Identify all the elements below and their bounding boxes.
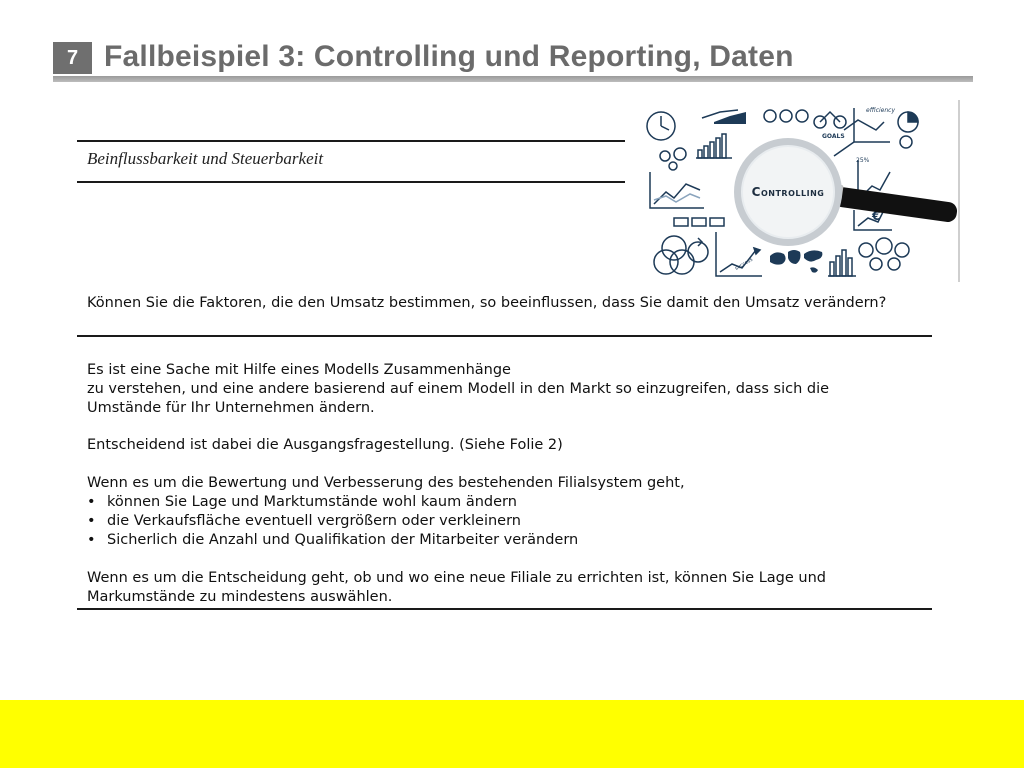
bottom-bars-icon [828,250,856,276]
paragraph-3-intro: Wenn es um die Bewertung und Verbesserung des bestehenden Filialsystem geht, [87,475,685,491]
world-map-icon [770,250,822,273]
pie-chart-icon [898,112,918,148]
title-underline [53,76,973,82]
paragraph-1-line-1: Es ist eine Sache mit Hilfe eines Modells Zusammenhänge [87,362,511,378]
question-rule [77,335,932,337]
euro-symbol: € [872,209,881,223]
percent-label: 25% [856,157,870,164]
paragraph-2: Entscheidend ist dabei die Ausgangsfragestellung. (Siehe Folie 2) [87,437,563,453]
controlling-lens-text: Controlling [751,185,825,199]
bullet-item: • Sicherlich die Anzahl und Qualifikation der Mitarbeiter verändern [87,531,907,550]
controlling-illustration [644,100,958,282]
bullet-list [87,493,907,550]
bar-chart-icon [696,134,732,158]
subheading-bottom-rule [77,181,625,183]
paragraph-4: Wenn es um die Entscheidung geht, ob und wo eine neue Filiale zu errichten ist, können Sie Lage und Markumstände zu mindestens auswählen. [87,570,826,605]
gears-cluster-icon [859,238,909,270]
axes-icon [834,108,890,156]
staircase-icon [702,110,746,124]
efficiency-label: efficiency [866,107,895,114]
bullet-item: • können Sie Lage und Marktumstände wohl kaum ändern [87,493,907,512]
subheading: Beinflussbarkeit und Steuerbarkeit [87,149,324,168]
smiley-icons [764,110,808,122]
answer-block [87,361,907,607]
line-graph-icon [650,172,704,208]
subheading-top-rule [77,140,625,142]
gears-icon [660,148,686,170]
label-boxes-icon [674,218,724,226]
answer-rule [77,608,932,610]
question-text: Können Sie die Faktoren, die den Umsatz bestimmen, so beeinflussen, dass Sie damit den Umsatz verändern? [87,295,887,311]
paragraph-1-line-2: zu verstehen, und eine andere basierend auf einem Modell in den Markt so einzugreifen, dass sich die Umstände für Ihr Unternehmen ändern. [87,381,830,416]
goals-label: GOALS [822,133,845,140]
clock-icon [647,112,675,140]
slide-title: Fallbeispiel 3: Controlling und Reporting, Daten [104,40,794,73]
bullet-item: • die Verkaufsfläche eventuell vergrößern oder verkleinern [87,512,907,531]
slide-number-badge: 7 [53,42,92,74]
image-right-edge [958,100,960,282]
success-label: success [734,256,754,272]
footer-band [0,700,1024,768]
bicycle-icon [814,112,846,128]
cycle-arrows-icon [688,238,708,262]
